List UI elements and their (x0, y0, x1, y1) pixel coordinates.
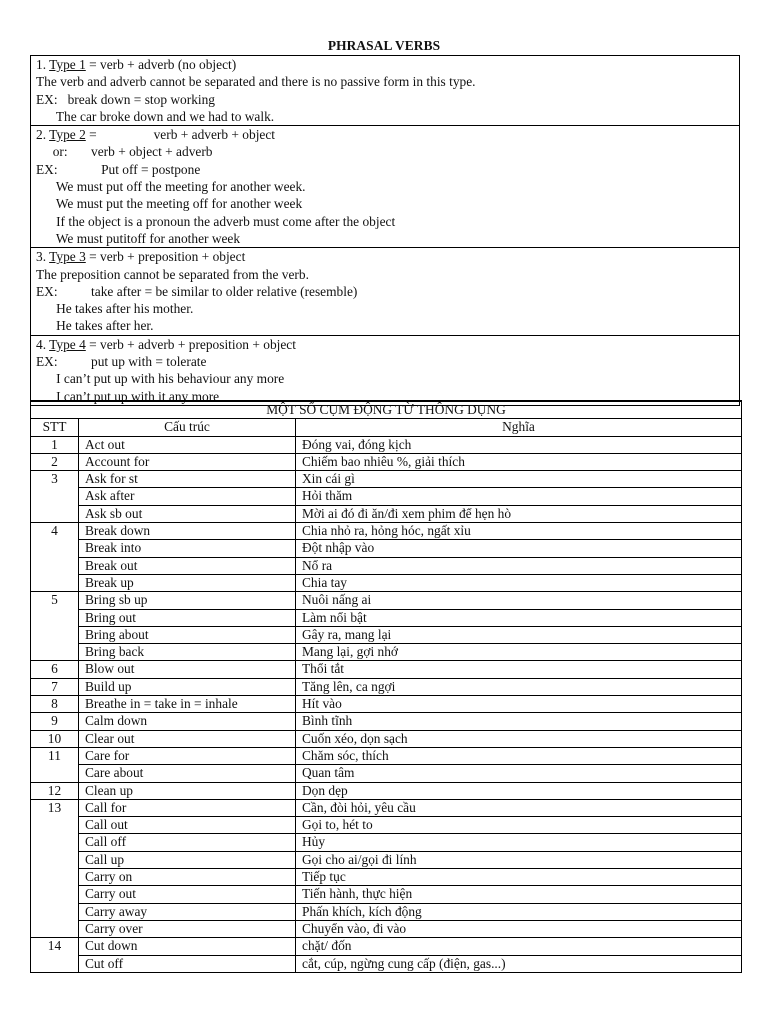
table-row (31, 453, 742, 470)
type-formula: = verb + adverb (no object) (85, 57, 237, 72)
table-row (31, 540, 742, 557)
structure-cell: Care for (79, 747, 296, 764)
type-line: The preposition cannot be separated from the verb. (36, 266, 309, 282)
table-row (31, 817, 742, 834)
table-row (31, 886, 742, 903)
structure-cell: Act out (79, 436, 296, 453)
meaning-cell: chặt/ đốn (296, 938, 742, 955)
stt-header: STT (31, 419, 79, 436)
table-row (31, 574, 742, 591)
meaning-cell: Xin cái gì (296, 471, 742, 488)
structure-cell: Carry out (79, 886, 296, 903)
stt-cell: 5 (31, 592, 79, 661)
meaning-cell: Nổ ra (296, 557, 742, 574)
meaning-cell: Chiếm bao nhiêu %, giải thích (296, 453, 742, 470)
structure-cell: Call off (79, 834, 296, 851)
structure-cell: Call up (79, 851, 296, 868)
structure-cell: Ask for st (79, 471, 296, 488)
meaning-cell: Chia nhỏ ra, hỏng hóc, ngất xỉu (296, 523, 742, 540)
structure-cell: Call out (79, 817, 296, 834)
meaning-header: Nghĩa (296, 419, 742, 436)
table-row (31, 747, 742, 764)
meaning-cell: Chăm sóc, thích (296, 747, 742, 764)
meaning-cell: Nuôi nấng ai (296, 592, 742, 609)
structure-header: Cấu trúc (79, 419, 296, 436)
meaning-cell: Bình tĩnh (296, 713, 742, 730)
type-number: 3. (36, 249, 50, 265)
table-title: MỘT SỐ CỤM ĐỘNG TỪ THÔNG DỤNG (31, 401, 742, 419)
structure-cell: Break up (79, 574, 296, 591)
meaning-cell: Chuyển vào, đi vào (296, 920, 742, 937)
table-row (31, 505, 742, 522)
type-line: If the object is a pronoun the adverb must come after the object (36, 213, 396, 229)
type-line: He takes after her. (36, 318, 154, 334)
structure-cell: Cut off (79, 955, 296, 972)
type-heading (36, 336, 739, 353)
meaning-cell: Thổi tắt (296, 661, 742, 678)
table-row (31, 834, 742, 851)
type-section-3 (31, 247, 739, 334)
stt-cell: 9 (31, 713, 79, 730)
table-row (31, 436, 742, 453)
table-row (31, 903, 742, 920)
type-label: Type 1 (49, 57, 86, 72)
meaning-cell: Mang lại, gợi nhớ (296, 644, 742, 661)
meaning-cell: Dọn dẹp (296, 782, 742, 799)
type-line: We must put off the meeting for another week. (36, 179, 306, 195)
type-section-1 (31, 56, 739, 125)
stt-cell: 2 (31, 453, 79, 470)
table-row (31, 713, 742, 730)
structure-cell: Account for (79, 453, 296, 470)
table-row (31, 920, 742, 937)
type-line: He takes after his mother. (36, 301, 194, 317)
meaning-cell: Quan tâm (296, 765, 742, 782)
table-row (31, 696, 742, 713)
table-row (31, 471, 742, 488)
meaning-cell: Gọi to, hét to (296, 817, 742, 834)
stt-cell: 11 (31, 747, 79, 782)
table-row (31, 782, 742, 799)
structure-cell: Break down (79, 523, 296, 540)
meaning-cell: Tiến hành, thực hiện (296, 886, 742, 903)
stt-cell: 8 (31, 696, 79, 713)
type-formula: = verb + adverb + object (85, 127, 276, 143)
structure-cell: Bring out (79, 609, 296, 626)
structure-cell: Carry away (79, 903, 296, 920)
stt-cell: 1 (31, 436, 79, 453)
structure-cell: Call for (79, 799, 296, 816)
type-line: EX: Put off = postpone (36, 161, 201, 177)
type-section-2 (31, 125, 739, 247)
table-row (31, 557, 742, 574)
meaning-cell: Mời ai đó đi ăn/đi xem phim để hẹn hò (296, 505, 742, 522)
table-row (31, 592, 742, 609)
structure-cell: Breathe in = take in = inhale (79, 696, 296, 713)
stt-cell: 13 (31, 799, 79, 937)
table-row (31, 644, 742, 661)
table-row (31, 730, 742, 747)
type-line: We must putitoff for another week (36, 230, 241, 246)
structure-cell: Bring sb up (79, 592, 296, 609)
structure-cell: Clear out (79, 730, 296, 747)
meaning-cell: Gọi cho ai/gọi đi lính (296, 851, 742, 868)
structure-cell: Bring back (79, 644, 296, 661)
type-label: Type 4 (49, 336, 86, 352)
stt-cell: 4 (31, 523, 79, 592)
type-number: 2. (36, 127, 50, 143)
type-label: Type 2 (49, 127, 86, 143)
stt-cell: 7 (31, 678, 79, 695)
structure-cell: Calm down (79, 713, 296, 730)
type-number: 4. (36, 336, 50, 352)
type-number: 1. (36, 57, 50, 72)
meaning-cell: Phấn khích, kích động (296, 903, 742, 920)
stt-cell: 6 (31, 661, 79, 678)
structure-cell: Ask after (79, 488, 296, 505)
meaning-cell: Đóng vai, đóng kịch (296, 436, 742, 453)
table-row (31, 955, 742, 972)
table-row (31, 626, 742, 643)
meaning-cell: Hít vào (296, 696, 742, 713)
type-section-4 (31, 335, 739, 405)
meaning-cell: Làm nổi bật (296, 609, 742, 626)
phrasal-verb-types-box (30, 55, 740, 406)
type-formula: = verb + adverb + preposition + object (85, 336, 296, 352)
table-header-row (31, 419, 742, 436)
meaning-cell: Cần, đòi hỏi, yêu cầu (296, 799, 742, 816)
type-line: I can’t put up with his behaviour any more (36, 371, 285, 387)
structure-cell: Build up (79, 678, 296, 695)
phrasal-verbs-table (30, 400, 742, 973)
table-row (31, 765, 742, 782)
type-line: The verb and adverb cannot be separated and there is no passive form in this type. (36, 74, 476, 90)
structure-cell: Ask sb out (79, 505, 296, 522)
type-line: I can’t put up with it any more (36, 388, 220, 404)
table-row (31, 609, 742, 626)
table-row (31, 938, 742, 955)
meaning-cell: Hỏi thăm (296, 488, 742, 505)
stt-cell: 3 (31, 471, 79, 523)
structure-cell: Carry on (79, 869, 296, 886)
stt-cell: 10 (31, 730, 79, 747)
structure-cell: Break into (79, 540, 296, 557)
table-row (31, 678, 742, 695)
type-line: or: verb + object + adverb (36, 144, 213, 160)
meaning-cell: Chia tay (296, 574, 742, 591)
meaning-cell: Hủy (296, 834, 742, 851)
structure-cell: Care about (79, 765, 296, 782)
meaning-cell: Đột nhập vào (296, 540, 742, 557)
type-line: EX: take after = be similar to older relative (resemble) (36, 283, 358, 299)
structure-cell: Break out (79, 557, 296, 574)
type-heading (36, 248, 739, 265)
stt-cell: 12 (31, 782, 79, 799)
document-title: PHRASAL VERBS (327, 38, 441, 53)
table-row (31, 523, 742, 540)
structure-cell: Carry over (79, 920, 296, 937)
type-line: The car broke down and we had to walk. (36, 108, 275, 124)
table-row (31, 488, 742, 505)
structure-cell: Cut down (79, 938, 296, 955)
type-line: EX: break down = stop working (36, 91, 216, 107)
table-row (31, 869, 742, 886)
table-row (31, 851, 742, 868)
meaning-cell: Cuốn xéo, dọn sạch (296, 730, 742, 747)
stt-cell: 14 (31, 938, 79, 973)
meaning-cell: Gây ra, mang lại (296, 626, 742, 643)
type-label: Type 3 (49, 249, 86, 265)
meaning-cell: cắt, cúp, ngừng cung cấp (điện, gas...) (296, 955, 742, 972)
type-line: We must put the meeting off for another week (36, 196, 303, 212)
structure-cell: Clean up (79, 782, 296, 799)
type-line: EX: put up with = tolerate (36, 354, 207, 370)
type-heading (36, 56, 739, 73)
table-row (31, 661, 742, 678)
type-heading (36, 126, 739, 143)
type-formula: = verb + preposition + object (85, 249, 246, 265)
meaning-cell: Tiếp tục (296, 869, 742, 886)
structure-cell: Blow out (79, 661, 296, 678)
meaning-cell: Tăng lên, ca ngợi (296, 678, 742, 695)
table-row (31, 799, 742, 816)
structure-cell: Bring about (79, 626, 296, 643)
